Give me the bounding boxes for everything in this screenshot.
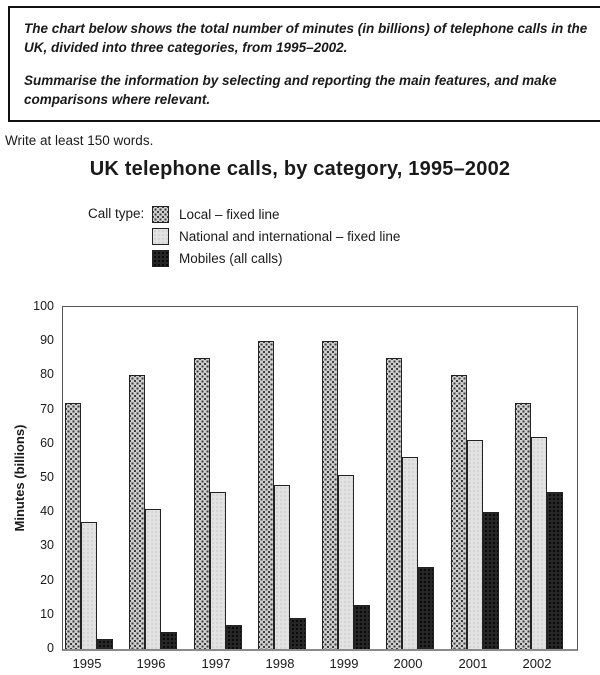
y-tick-100: 100 <box>33 299 54 313</box>
bar-national-2002 <box>531 437 547 649</box>
bar-mobiles-1995 <box>97 639 113 649</box>
bar-mobiles-1996 <box>161 632 177 649</box>
bar-local-1995 <box>65 403 81 649</box>
legend-label-mobiles: Mobiles (all calls) <box>179 250 283 266</box>
y-tick-0: 0 <box>47 641 54 655</box>
bar-local-1998 <box>258 341 274 649</box>
bar-national-1997 <box>210 492 226 649</box>
x-axis-tick-labels <box>62 656 576 672</box>
bar-local-2001 <box>451 375 467 649</box>
task-prompt-line-2: Summarise the information by selecting and reporting the main features, and make comparisons where relevant. <box>24 73 557 108</box>
x-tick-1999: 1999 <box>329 656 359 671</box>
bar-national-1995 <box>81 522 97 649</box>
x-tick-1998: 1998 <box>265 656 295 671</box>
x-tick-1996: 1996 <box>136 656 166 671</box>
y-axis-tick-labels <box>0 299 54 655</box>
x-tick-2000: 2000 <box>393 656 423 671</box>
legend-label-national: National and international – fixed line <box>179 228 401 244</box>
y-tick-30: 30 <box>40 538 54 552</box>
bar-local-1999 <box>322 341 338 649</box>
bar-mobiles-2002 <box>547 492 563 649</box>
legend-caption: Call type: <box>88 206 145 221</box>
y-tick-90: 90 <box>40 333 54 347</box>
x-tick-1997: 1997 <box>201 656 231 671</box>
word-count-instruction: Write at least 150 words. <box>5 133 154 148</box>
bar-national-2000 <box>402 457 418 649</box>
legend-label-local: Local – fixed line <box>179 206 280 222</box>
bar-mobiles-1999 <box>354 605 370 649</box>
y-tick-60: 60 <box>40 436 54 450</box>
bar-mobiles-2001 <box>483 512 499 649</box>
bar-national-1998 <box>274 485 290 649</box>
bar-mobiles-1997 <box>226 625 242 649</box>
bar-local-2000 <box>386 358 402 649</box>
x-tick-2001: 2001 <box>458 656 488 671</box>
bar-national-2001 <box>467 440 483 649</box>
task-prompt-line-1: The chart below shows the total number of minutes (in billions) of telephone calls in the UK, divided into three categories, from 1995–2002. <box>24 21 588 56</box>
y-tick-80: 80 <box>40 367 54 381</box>
y-tick-70: 70 <box>40 402 54 416</box>
bar-national-1999 <box>338 475 354 649</box>
bar-local-2002 <box>515 403 531 649</box>
y-tick-40: 40 <box>40 504 54 518</box>
chart-title: UK telephone calls, by category, 1995–2002 <box>89 158 511 180</box>
x-tick-1995: 1995 <box>72 656 102 671</box>
y-tick-50: 50 <box>40 470 54 484</box>
bar-local-1997 <box>194 358 210 649</box>
y-tick-20: 20 <box>40 573 54 587</box>
x-tick-2002: 2002 <box>522 656 552 671</box>
y-tick-10: 10 <box>40 607 54 621</box>
bar-mobiles-2000 <box>418 567 434 649</box>
y-axis-title: Minutes (billions) <box>12 424 27 532</box>
bar-national-1996 <box>145 509 161 649</box>
plot-area <box>62 306 578 651</box>
bar-mobiles-1998 <box>290 618 306 649</box>
bar-local-1996 <box>129 375 145 649</box>
